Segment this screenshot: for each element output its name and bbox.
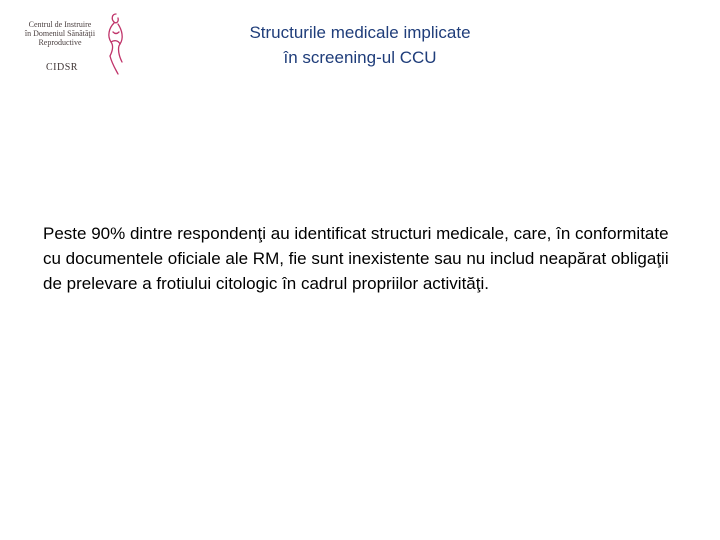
mother-child-logo-icon [102, 10, 128, 76]
body-paragraph: Peste 90% dintre respondenţi au identificat structuri medicale, care, în conformitate cu documentele oficiale ale RM, fie sunt inexistente sau nu includ neapărat obligaţii de prelevare a frotiului citologic în cadrul propriilor activităţi. [43, 224, 669, 293]
logo-abbreviation: CIDSR [46, 62, 78, 73]
logo-line-1: Centrul de Instruire [28, 20, 92, 29]
slide-title [150, 20, 570, 70]
title-line-1: Structurile medicale implicate [249, 23, 471, 42]
title-line-2: în screening-ul CCU [283, 48, 437, 67]
logo-line-2: în Domeniul Sănătăţii [24, 29, 96, 38]
logo-organization-name [14, 20, 106, 47]
logo-line-3: Reproductive [38, 38, 82, 47]
cidsr-logo [10, 10, 128, 76]
